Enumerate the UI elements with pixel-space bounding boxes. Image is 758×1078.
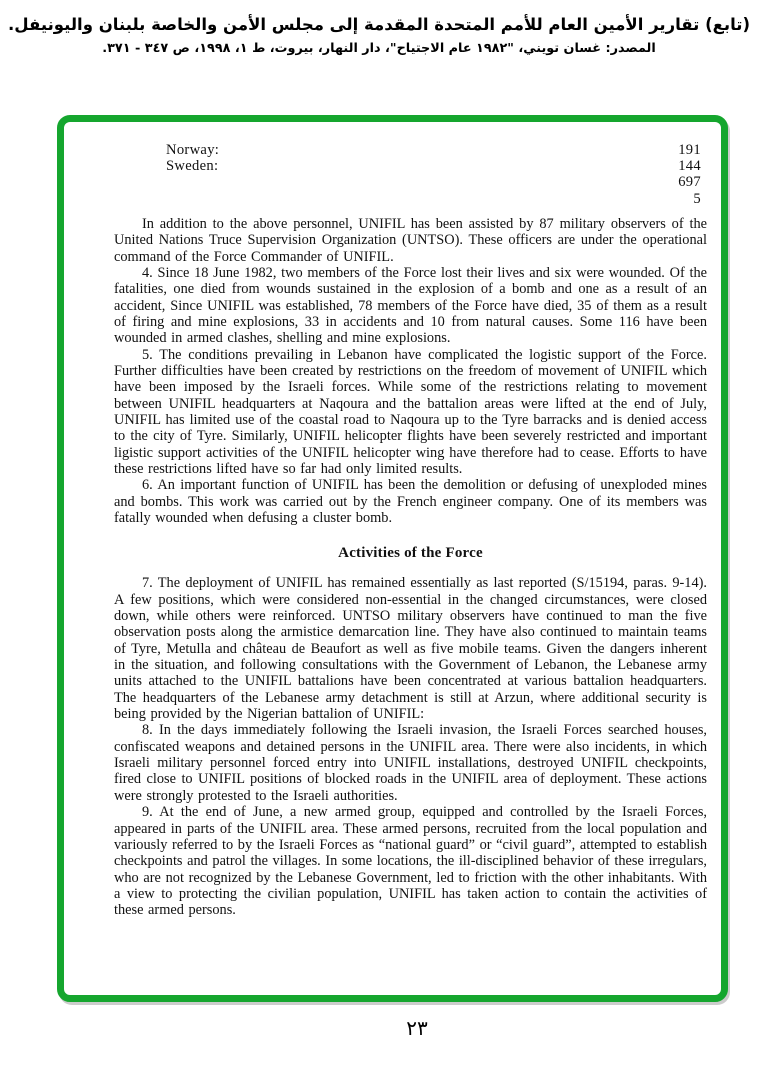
section-heading-activities-of-the-force: Activities of the Force (338, 545, 483, 562)
contributor-count-value: 144 (678, 158, 701, 175)
contributor-country-label: Sweden: (166, 158, 219, 175)
contributor-row (114, 142, 707, 158)
report-paragraphs-bottom (114, 575, 707, 918)
contributor-country-label (114, 174, 166, 190)
report-paragraph: 4. Since 18 June 1982, two members of the Force lost their lives and six were wounded. Of the fatalities, one died from wounds sustained in the explosion of a bomb and one as a result of an accident, Since UNIFIL was established, 78 members of the Force have died, 35 of them as a result of firing and mine explosions, 33 in accidents and 10 from natural causes. Some 116 have been wounded in armed clashes, shelling and mine explosions. (114, 264, 707, 347)
contributor-row (114, 191, 707, 207)
document-title-arabic: (تابع) تقارير الأمين العام للأمم المتحدة المقدمة إلى مجلس الأمن والخاصة بلبنان واليونيفل. (7, 15, 751, 34)
arabic-header (0, 0, 758, 60)
contributor-count-value: 697 (678, 174, 701, 191)
source-citation-arabic: المصدر: غسان تويني، "١٩٨٢ عام الاجتياح"، دار النهار، بيروت، ط ١، ١٩٩٨، ص ٣٤٧ - ٣٧١. (102, 41, 656, 57)
report-paragraphs-top (114, 216, 707, 527)
report-paragraph: 9. At the end of June, a new armed group, equipped and controlled by the Israeli Forces, appeared in parts of the UNIFIL area. These armed persons, recruited from the local population and variously referred to by the Israeli Forces as “national guard” or “civil guard”, attempted to establish checkpoints and patrol the villages. In some locations, the ill-disciplined behavior of these irregulars, who are not recognized by the Lebanese Government, led to friction with the other inhabitants. With a view to protecting the civilian population, UNIFIL has taken action to contain the activities of these armed persons. (114, 804, 707, 919)
report-paragraph: 5. The conditions prevailing in Lebanon have complicated the logistic support of the Force. Further difficulties have been created by restrictions on the freedom of movement of UNIFIL which have been imposed by the Israeli forces. While some of the restrictions relating to movement between UNIFIL headquarters at Naqoura and the battalion areas were lifted at the end of July, UNIFIL has limited use of the coastal road to Naqoura up to the Tyre barracks and is denied access to the city of Tyre. Similarly, UNIFIL helicopter flights have been severely restricted and important ligistic support activities of the UNIFIL helicopter wing have therefore had to cease. Efforts to have these restrictions lifted have so far had only limited results. (114, 346, 707, 477)
report-paragraph: In addition to the above personnel, UNIFIL has been assisted by 87 military observers of the United Nations Truce Supervision Organization (UNTSO). These officers are under the operational command of the Force Commander of UNIFIL. (114, 215, 707, 265)
report-paragraph: 7. The deployment of UNIFIL has remained essentially as last reported (S/15194, paras. 9-14). A few positions, which were considered non-essential in the changed circumstances, were closed down, while others were reinforced. UNTSO military observers have continued to man the five observation posts along the armistice demarcation line. They have also continued to maintain teams of Tyre, Metulla and château de Beaufort as well as five mobile teams. Given the dangers inherent in the situation, and following consultations with the Government of Lebanon, the Lebanese army units attached to the UNIFIL battalions have been concentrated at various battalion headquarters. The headquarters of the Lebanese army detachment is still at Arzun, where additional security is being provided by the Nigerian battalion of UNIFIL: (114, 575, 707, 723)
contributor-count-value: 5 (693, 190, 701, 207)
report-paragraph: 6. An important function of UNIFIL has been the demolition or defusing of unexploded mines and bombs. This work was carried out by the French engineer company. One of its members was fatally wounded when defusing a cluster bomb. (114, 477, 707, 526)
green-border-content-box (57, 115, 728, 1002)
contributor-country-label (114, 191, 166, 207)
contributor-row (114, 158, 707, 174)
page-number-arabic: ٢٣ (406, 1016, 428, 1040)
troop-contributor-list (114, 142, 707, 207)
report-paragraph: 8. In the days immediately following the Israeli invasion, the Israeli Forces searched houses, confiscated weapons and detained persons in the UNIFIL area. There were also incidents, in which Israeli military personnel forced entry into UNIFIL installations, destroyed UNIFIL checkpoints, fired close to UNIFIL positions of blocked roads in the UNIFIL area of deployment. These actions were strongly protested to the Israeli authorities. (114, 722, 707, 804)
contributor-country-label: Norway: (166, 142, 220, 158)
contributor-count-value: 191 (678, 142, 701, 158)
contributor-row (114, 174, 707, 190)
